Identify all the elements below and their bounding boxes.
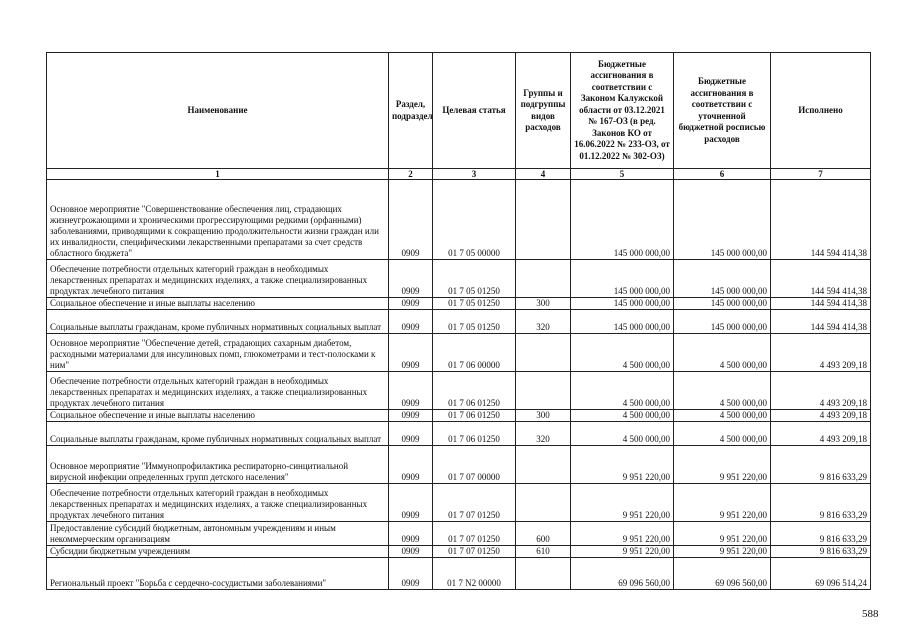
cell-target: 01 7 05 01250: [433, 298, 516, 310]
table-row: [47, 446, 871, 484]
cell-done: 9 816 633,29: [771, 446, 871, 484]
cell-target: 01 7 05 01250: [433, 310, 516, 334]
col-number: 6: [674, 169, 771, 180]
cell-law: 9 951 220,00: [571, 484, 674, 522]
cell-target: 01 7 07 01250: [433, 546, 516, 558]
cell-law: 4 500 000,00: [571, 422, 674, 446]
cell-done: 4 493 209,18: [771, 410, 871, 422]
cell-law: 4 500 000,00: [571, 372, 674, 410]
cell-law: 145 000 000,00: [571, 298, 674, 310]
cell-target: 01 7 N2 00000: [433, 558, 516, 590]
cell-target: 01 7 06 01250: [433, 422, 516, 446]
cell-list: 9 951 220,00: [674, 484, 771, 522]
cell-list: 9 951 220,00: [674, 546, 771, 558]
table-row: [47, 334, 871, 372]
cell-list: 145 000 000,00: [674, 180, 771, 260]
cell-done: 144 594 414,38: [771, 180, 871, 260]
cell-group: [516, 446, 571, 484]
cell-target: 01 7 05 00000: [433, 180, 516, 260]
cell-target: 01 7 05 01250: [433, 260, 516, 298]
header-row: [47, 53, 871, 169]
col-header-done: Исполнено: [771, 53, 871, 169]
cell-section: 0909: [389, 546, 433, 558]
cell-done: 9 816 633,29: [771, 484, 871, 522]
cell-law: 4 500 000,00: [571, 410, 674, 422]
table-row: [47, 522, 871, 546]
col-header-target: Целевая статья: [433, 53, 516, 169]
cell-done: 144 594 414,38: [771, 260, 871, 298]
cell-name: Социальное обеспечение и иные выплаты населению: [47, 410, 389, 422]
col-number: 3: [433, 169, 516, 180]
cell-law: 9 951 220,00: [571, 546, 674, 558]
cell-group: [516, 334, 571, 372]
cell-list: 69 096 560,00: [674, 558, 771, 590]
col-header-list: Бюджетные ассигнования в соответствии с уточненной бюджетной росписью расходов: [674, 53, 771, 169]
table-row: [47, 372, 871, 410]
table-row: [47, 410, 871, 422]
cell-name: Предоставление субсидий бюджетным, автономным учреждениям и иным некоммерческим организациям: [47, 522, 389, 546]
cell-law: 4 500 000,00: [571, 334, 674, 372]
table-row: [47, 180, 871, 260]
cell-done: 9 816 633,29: [771, 546, 871, 558]
cell-done: 9 816 633,29: [771, 522, 871, 546]
cell-name: Социальные выплаты гражданам, кроме публичных нормативных социальных выплат: [47, 422, 389, 446]
cell-name: Основное мероприятие "Совершенствование обеспечения лиц, страдающих жизнеугрожающими и хроническими прогрессирующими редкими (орфанными) заболеваниями, приводящими к сокращению продолжительности жизни граждан или их инвалидности, специфическими лекарственными препаратами за счет средств областного бюджета": [47, 180, 389, 260]
col-number: 5: [571, 169, 674, 180]
cell-list: 145 000 000,00: [674, 260, 771, 298]
cell-done: 144 594 414,38: [771, 298, 871, 310]
cell-law: 145 000 000,00: [571, 260, 674, 298]
cell-name: Обеспечение потребности отдельных категорий граждан в необходимых лекарственных препаратах и медицинских изделиях, а также специализированных продуктах лечебного питания: [47, 260, 389, 298]
table-row: [47, 298, 871, 310]
budget-table: [46, 52, 871, 590]
table-row: [47, 260, 871, 298]
cell-law: 145 000 000,00: [571, 310, 674, 334]
cell-list: 145 000 000,00: [674, 310, 771, 334]
col-header-groups: Группы и подгруппы видов расходов: [516, 53, 571, 169]
table-row: [47, 484, 871, 522]
cell-group: 610: [516, 546, 571, 558]
cell-name: Субсидии бюджетным учреждениям: [47, 546, 389, 558]
table-row: [47, 310, 871, 334]
cell-name: Социальные выплаты гражданам, кроме публичных нормативных социальных выплат: [47, 310, 389, 334]
cell-name: Региональный проект "Борьба с сердечно-сосудистыми заболеваниями": [47, 558, 389, 590]
cell-law: 9 951 220,00: [571, 446, 674, 484]
cell-list: 9 951 220,00: [674, 522, 771, 546]
cell-group: [516, 260, 571, 298]
cell-target: 01 7 07 01250: [433, 484, 516, 522]
cell-group: [516, 372, 571, 410]
col-number: 4: [516, 169, 571, 180]
cell-group: [516, 484, 571, 522]
cell-name: Обеспечение потребности отдельных категорий граждан в необходимых лекарственных препаратах и медицинских изделиях, а также специализированных продуктах лечебного питания: [47, 484, 389, 522]
cell-done: 69 096 514,24: [771, 558, 871, 590]
column-number-row: [47, 169, 871, 180]
cell-section: 0909: [389, 484, 433, 522]
cell-section: 0909: [389, 310, 433, 334]
page-number: 588: [862, 608, 879, 620]
col-number: 2: [389, 169, 433, 180]
cell-law: 145 000 000,00: [571, 180, 674, 260]
cell-law: 69 096 560,00: [571, 558, 674, 590]
cell-group: [516, 180, 571, 260]
cell-done: 4 493 209,18: [771, 422, 871, 446]
col-number: 7: [771, 169, 871, 180]
cell-name: Основное мероприятие "Обеспечение детей, страдающих сахарным диабетом, расходными материалами для инсулиновых помп, глюкометрами и тест-полосками к ним": [47, 334, 389, 372]
cell-target: 01 7 07 00000: [433, 446, 516, 484]
cell-group: 300: [516, 410, 571, 422]
cell-section: 0909: [389, 298, 433, 310]
cell-section: 0909: [389, 372, 433, 410]
col-number: 1: [47, 169, 389, 180]
col-header-name: Наименование: [47, 53, 389, 169]
cell-done: 4 493 209,18: [771, 334, 871, 372]
cell-section: 0909: [389, 558, 433, 590]
cell-group: 320: [516, 310, 571, 334]
cell-section: 0909: [389, 260, 433, 298]
cell-target: 01 7 07 01250: [433, 522, 516, 546]
cell-section: 0909: [389, 180, 433, 260]
cell-list: 4 500 000,00: [674, 372, 771, 410]
cell-name: Социальное обеспечение и иные выплаты населению: [47, 298, 389, 310]
cell-done: 144 594 414,38: [771, 310, 871, 334]
col-header-law: Бюджетные ассигнования в соответствии с Законом Калужской области от 03.12.2021 № 167-ОЗ (в ред. Законов КО от 16.06.2022 № 233-ОЗ, от 01.12.2022 № 302-ОЗ): [571, 53, 674, 169]
cell-list: 4 500 000,00: [674, 410, 771, 422]
cell-list: 4 500 000,00: [674, 422, 771, 446]
cell-section: 0909: [389, 422, 433, 446]
table-row: [47, 422, 871, 446]
cell-target: 01 7 06 01250: [433, 410, 516, 422]
cell-done: 4 493 209,18: [771, 372, 871, 410]
cell-section: 0909: [389, 334, 433, 372]
cell-law: 9 951 220,00: [571, 522, 674, 546]
cell-target: 01 7 06 00000: [433, 334, 516, 372]
cell-list: 9 951 220,00: [674, 446, 771, 484]
cell-target: 01 7 06 01250: [433, 372, 516, 410]
cell-section: 0909: [389, 410, 433, 422]
cell-group: 600: [516, 522, 571, 546]
cell-section: 0909: [389, 522, 433, 546]
cell-name: Обеспечение потребности отдельных категорий граждан в необходимых лекарственных препаратах и медицинских изделиях, а также специализированных продуктах лечебного питания: [47, 372, 389, 410]
cell-section: 0909: [389, 446, 433, 484]
cell-group: [516, 558, 571, 590]
cell-name: Основное мероприятие "Иммунопрофилактика респираторно-синцитиальной вирусной инфекции определенных групп детского населения": [47, 446, 389, 484]
table-row: [47, 546, 871, 558]
col-header-section: Раздел, подраздел: [389, 53, 433, 169]
cell-list: 145 000 000,00: [674, 298, 771, 310]
table-row: [47, 558, 871, 590]
cell-group: 320: [516, 422, 571, 446]
cell-list: 4 500 000,00: [674, 334, 771, 372]
cell-group: 300: [516, 298, 571, 310]
